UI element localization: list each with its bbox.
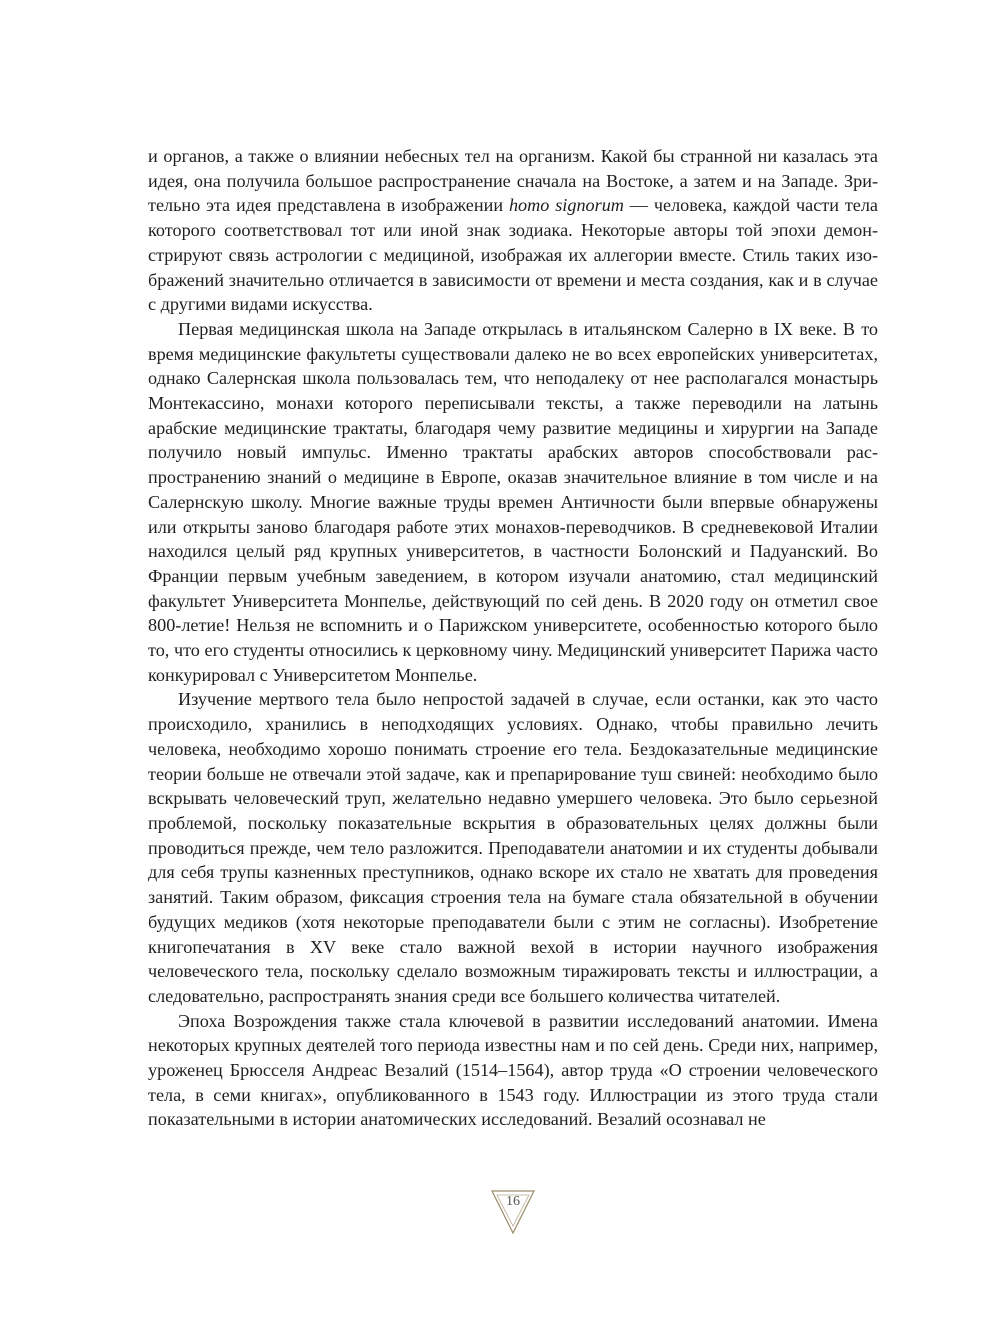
text-run: — человека, каждой части тела которого соответствовал тот или иной знак зодиака. Некоторые авторы той эпохи демонстрируют связь астрологии с медициной, изображая их аллегории вместе. Стиль таких изображений значительно отличается в зависимости от времени и места создания, как и в случае с другими видами искусства. bbox=[148, 195, 878, 315]
text-run: Первая медицинская школа на Западе открылась в итальянском Салерно в IX веке. В то время медицинские факультеты существовали далеко не во всех европейских университетах, однако Салернская школа пользовалась тем, что неподалеку от нее располагался монастырь Монтекассино, монахи которого переписывали тексты, а также переводили на латынь арабские медицинские трактаты, благодаря чему развитие медицины и хирургии на Западе получило новый импульс. Именно трактаты арабских авторов способствовали распространению знаний о медицине в Европе, оказав значительное влияние в том числе и на Салернскую школу. Многие важные труды времен Античности были впервые обнаружены или открыты заново благодаря работе этих монахов-переводчиков. В средневековой Италии находился целый ряд крупных университетов, в частности Болонский и Падуанский. Во Франции первым учебным заведением, в котором изучали анатомию, стал медицинский факультет Университета Монпелье, действующий по сей день. В 2020 году он отметил свое 800-летие! Нельзя не вспомнить и о Парижском университете, особенностью которого было то, что его студенты относились к церковному чину. Медицинский университет Парижа часто конкурировал с Университетом Монпелье. bbox=[148, 318, 878, 685]
text-run: и органов, а также о влиянии небесных тел на организм. Какой бы странной ни казалась эта идея, она получила большое распространение сначала на Востоке, а затем и на Западе. Зрительно эта идея представлена в изображении bbox=[148, 146, 878, 216]
paragraph-1 bbox=[148, 144, 878, 317]
italic-term: homo signorum bbox=[508, 195, 624, 216]
paragraph-3 bbox=[148, 687, 878, 1008]
text-run: Эпоха Возрождения также стала ключевой в развитии исследований анатомии. Имена некоторых крупных деятелей того периода известны нам и по сей день. Среди них, например, уроженец Брюсселя Андреас Везалий (1514–1564), автор труда «О строении человеческого тела, в семи книгах», опубликованного в 1543 году. Иллюстрации из этого труда стали показательными в истории анатомических исследований. Везалий осознавал не bbox=[148, 1010, 878, 1130]
paragraph-4 bbox=[148, 1009, 878, 1133]
main-text bbox=[148, 144, 878, 1132]
page-folio bbox=[488, 1188, 538, 1238]
page-number: 16 bbox=[506, 1194, 520, 1209]
text-run: Изучение мертвого тела было непростой задачей в случае, если останки, как это часто происходило, хранились в неподходящих условиях. Однако, чтобы правильно лечить человека, необходимо хорошо понимать строение его тела. Бездоказательные медицинские теории больше не отвечали этой задаче, как и препарирование туш свиней: необходимо было вскрывать человеческий труп, желательно недавно умершего человека. Это было серьезной проблемой, поскольку показательные вскрытия в образовательных целях должны были проводиться прежде, чем тело разложится. Преподаватели анатомии и их студенты добывали для себя трупы казненных преступников, однако вскоре их стало не хватать для проведения занятий. Таким образом, фиксация строения тела на бумаге стала обязательной в обучении будущих медиков (хотя некоторые преподаватели были с этим не согласны). Изобретение книгопечатания в XV веке стало важной вехой в истории научного изображения человеческого тела, поскольку сделало возможным тиражировать тексты и иллюстрации, а следовательно, распространять знания среди все большего количества читателей. bbox=[148, 689, 878, 1006]
paragraph-2 bbox=[148, 317, 878, 688]
